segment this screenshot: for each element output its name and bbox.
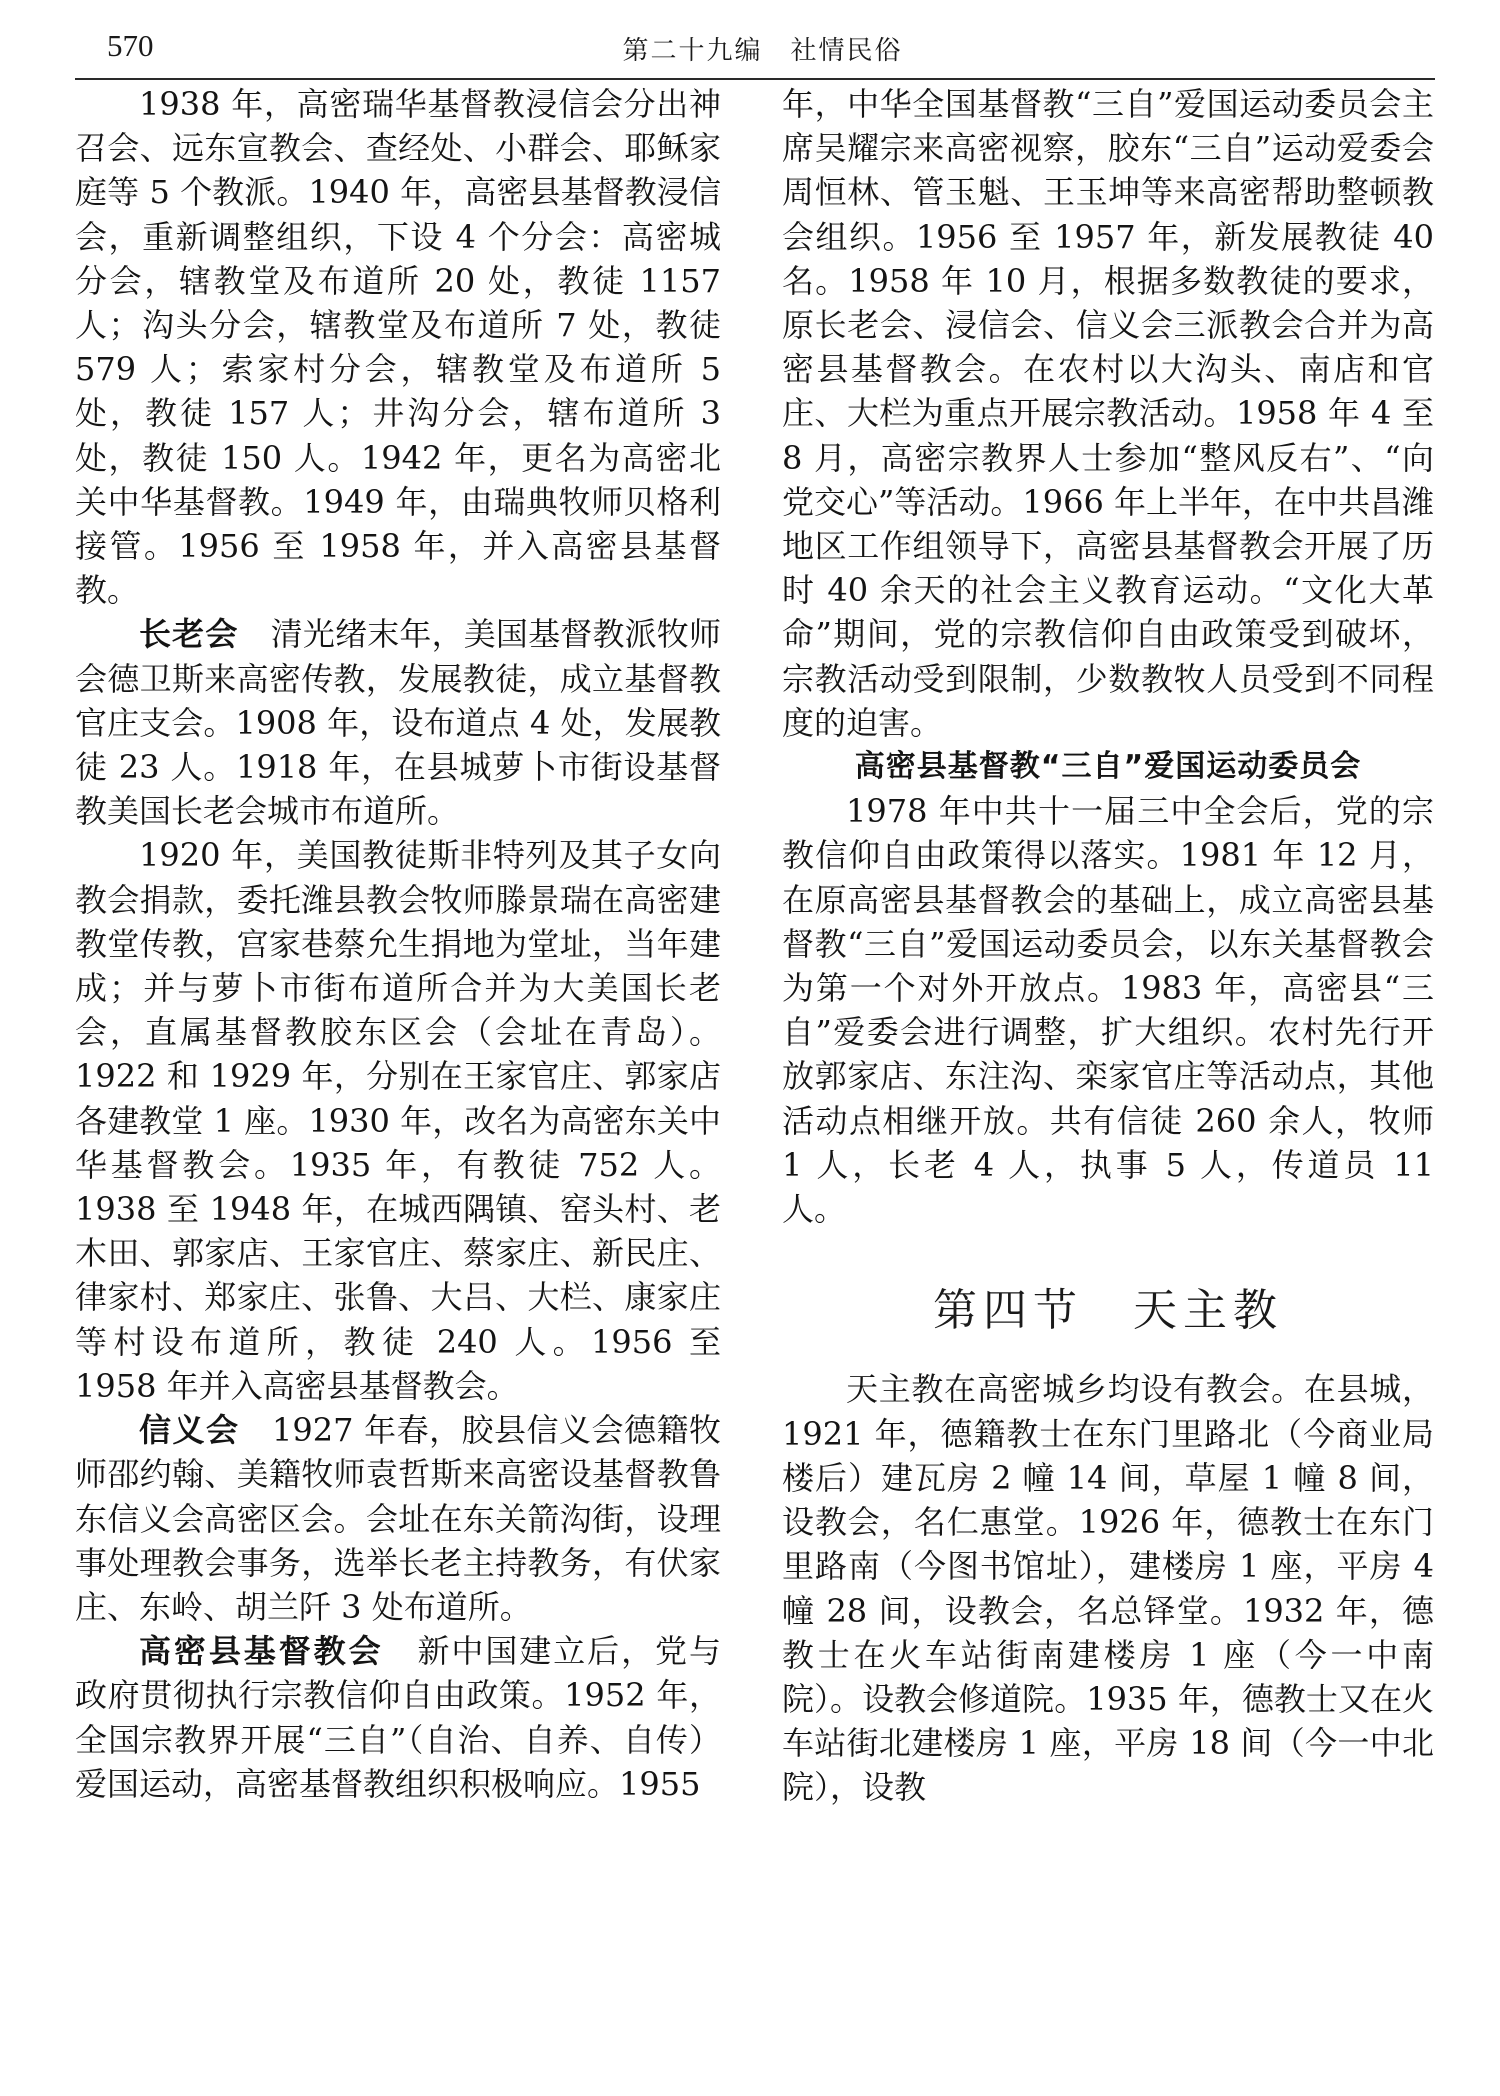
section-title: 第四节 天主教 — [933, 1285, 1283, 1337]
paragraph — [75, 82, 721, 612]
running-title: 第二十九编 社情民俗 — [622, 36, 903, 66]
paragraph-heading: 长老会 — [139, 615, 239, 654]
paragraph-text: 1978 年中共十一届三中全会后，党的宗教信仰自由政策得以落实。1981 年 12 月，在原高密县基督教会的基础上，成立高密县基督教“三自”爱国运动委员会，以东关基督教会为第一个对外开放点。1983 年，高密县“三自”爱委会进行调整，扩大组织。农村先行开放郭家店、东注沟、栾家官庄等活动点，其他活动点相继开放。共有信徒 260 余人，牧师 1 人，长老 4 人，执事 5 人，传道员 11 人。 — [782, 792, 1434, 1229]
paragraph-text: 1938 年，高密瑞华基督教浸信会分出神召会、远东宣教会、查经处、小群会、耶稣家庭等 5 个教派。1940 年，高密县基督教浸信会，重新调整组织，下设 4 个分会：高密城分会，辖教堂及布道所 20 处，教徒 1157 人；沟头分会，辖教堂及布道所 7 处，教徒 579 人；索家村分会，辖教堂及布道所 5 处，教徒 157 人；井沟分会，辖布道所 3 处，教徒 150 人。1942 年，更名为高密北关中华基督教。1949 年，由瑞典牧师贝格利接管。1956 至 1958 年，并入高密县基督教。 — [75, 85, 721, 610]
paragraph-heading: 信义会 — [139, 1411, 240, 1450]
paragraph-heading: 高密县基督教会 — [139, 1632, 384, 1671]
subsection-heading: 高密县基督教“三自”爱国运动委员会 — [854, 749, 1362, 785]
header-rule — [75, 78, 1435, 80]
paragraph — [782, 1367, 1434, 1809]
paragraph — [782, 789, 1434, 1231]
page-number: 570 — [107, 28, 154, 63]
paragraph — [75, 612, 721, 833]
paragraph-text: 天主教在高密城乡均设有教会。在县城，1921 年，德籍教士在东门里路北（今商业局楼后）建瓦房 2 幢 14 间，草屋 1 幢 8 间，设教会，名仁惠堂。1926 年，德教士在东门里路南（今图书馆址），建楼房 1 座，平房 4 幢 28 间，设教会，名总铎堂。1932 年，德教士在火车站街南建楼房 1 座（今一中南院）。设教会修道院。1935 年，德教士又在火车站街北建楼房 1 座，平房 18 间（今一中北院），设教 — [782, 1370, 1434, 1807]
paragraph-text: 1927 年春，胶县信义会德籍牧师邵约翰、美籍牧师袁哲斯来高密设基督教鲁东信义会高密区会。会址在东关箭沟街，设理事处理教会事务，选举长老主持教务，有伏家庄、东岭、胡兰阡 3 处布道所。 — [75, 1411, 721, 1626]
paragraph-text: 新中国建立后，党与政府贯彻执行宗教信仰自由政策。1952 年，全国宗教界开展“三自”（自治、自养、自传）爱国运动，高密基督教组织积极响应。1955 — [75, 1632, 721, 1803]
page-header — [75, 0, 1450, 70]
paragraph-text: 1920 年，美国教徒斯非特列及其子女向教会捐款，委托潍县教会牧师滕景瑞在高密建教堂传教，宫家巷蔡允生捐地为堂址，当年建成；并与萝卜市街布道所合并为大美国长老会，直属基督教胶东区会（会址在青岛）。1922 和 1929 年，分别在王家官庄、郭家店各建教堂 1 座。1930 年，改名为高密东关中华基督教会。1935 年，有教徒 752 人。1938 至 1948 年，在城西隅镇、窑头村、老木田、郭家店、王家官庄、蔡家庄、新民庄、律家村、郑家庄、张鲁、大吕、大栏、康家庄等村设布道所，教徒 240 人。1956 至 1958 年并入高密县基督教会。 — [75, 836, 721, 1405]
left-column — [75, 82, 721, 1806]
paragraph — [75, 833, 721, 1408]
paragraph — [75, 1629, 721, 1806]
paragraph — [782, 82, 1434, 745]
right-column — [782, 82, 1434, 1810]
paragraph — [75, 1408, 721, 1629]
paragraph-text: 清光绪末年，美国基督教派牧师会德卫斯来高密传教，发展教徒，成立基督教官庄支会。1908 年，设布道点 4 处，发展教徒 23 人。1918 年，在县城萝卜市街设基督教美国长老会城市布道所。 — [75, 615, 721, 831]
paragraph-text: 年，中华全国基督教“三自”爱国运动委员会主席吴耀宗来高密视察，胶东“三自”运动爱委会周恒林、管玉魁、王玉坤等来高密帮助整顿教会组织。1956 至 1957 年，新发展教徒 40 名。1958 年 10 月，根据多数教徒的要求，原长老会、浸信会、信义会三派教会合并为高密县基督教会。在农村以大沟头、南店和官庄、大栏为重点开展宗教活动。1958 年 4 至 8 月，高密宗教界人士参加“整风反右”、“向党交心”等活动。1966 年上半年，在中共昌潍地区工作组领导下，高密县基督教会开展了历时 40 余天的社会主义教育运动。“文化大革命”期间，党的宗教信仰自由政策受到破坏，宗教活动受到限制，少数教牧人员受到不同程度的迫害。 — [782, 85, 1434, 742]
